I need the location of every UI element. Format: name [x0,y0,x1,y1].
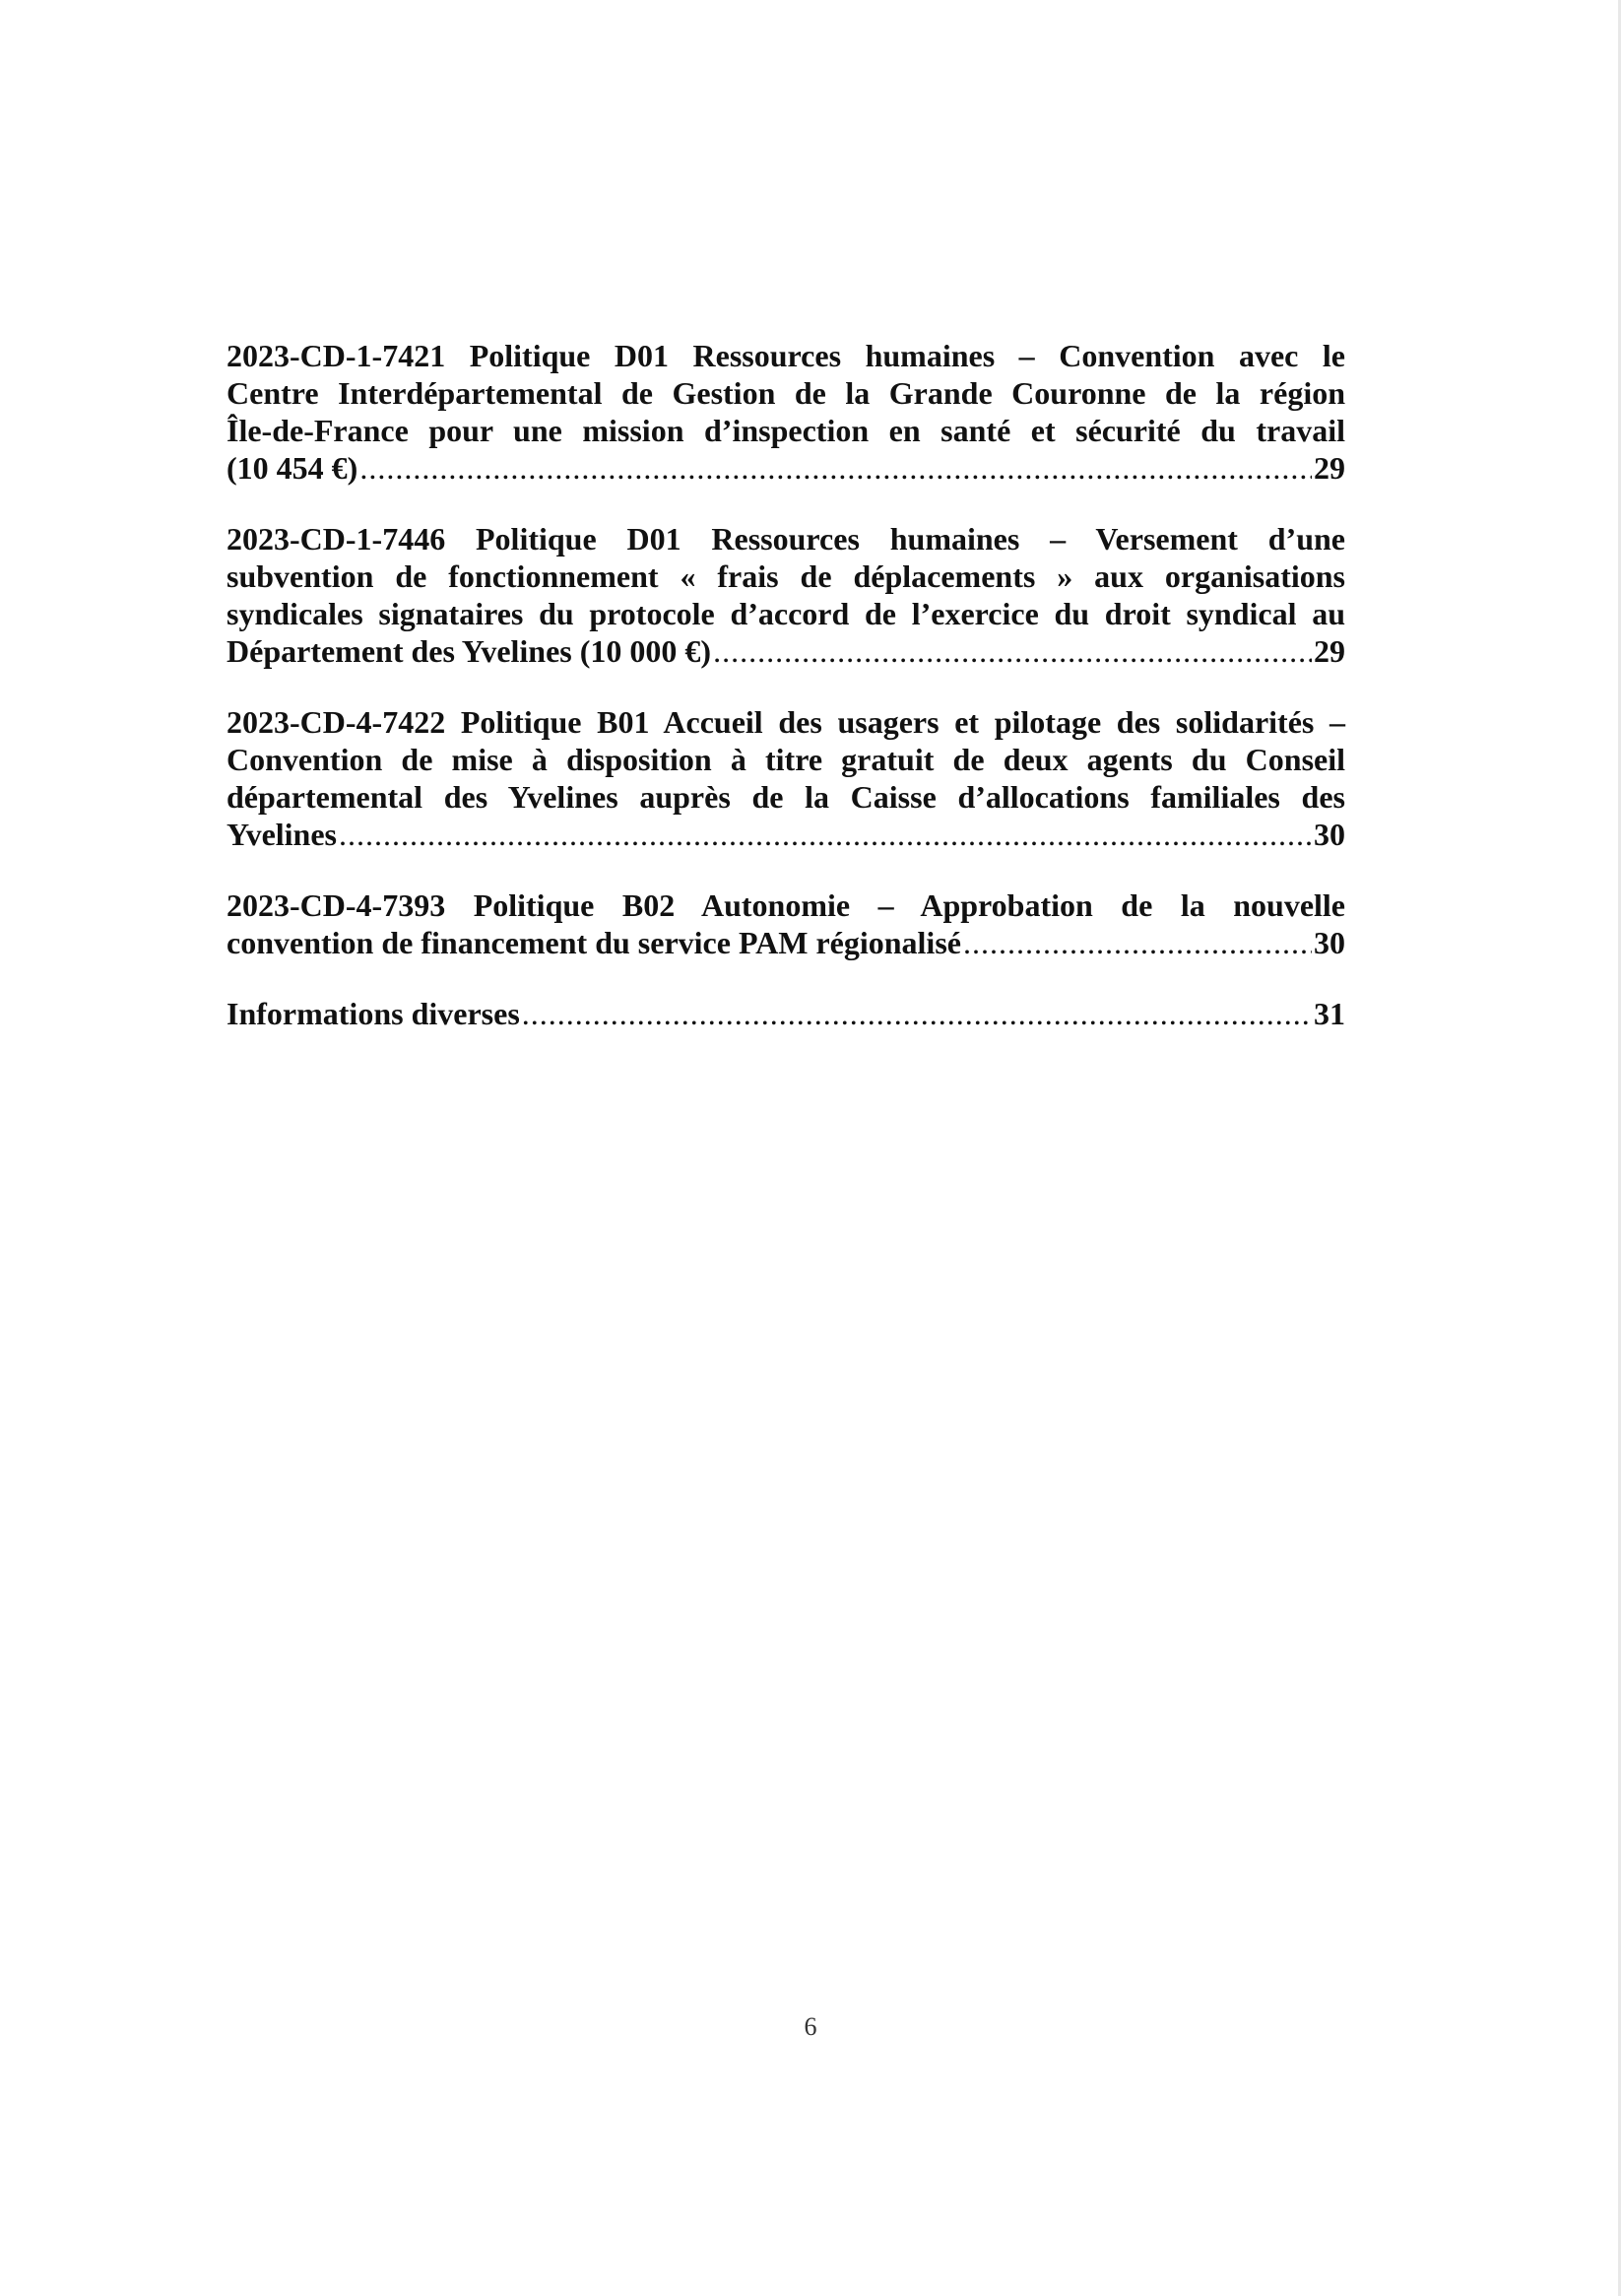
toc-entry-line: 2023-CD-4-7393 Politique B02 Autonomie – Approbation de la nouvelle [227,887,1345,923]
toc-entry-line: Yvelines [227,817,337,852]
toc-entry [227,886,1345,961]
toc-entry [227,995,1345,1032]
toc-entry-line: 2023-CD-4-7422 Politique B01 Accueil des usagers et pilotage des solidarités – [227,704,1345,740]
dot-leader [339,816,1312,853]
toc-entry-line: Informations diverses [227,996,520,1031]
toc-entry-line: subvention de fonctionnement « frais de déplacements » aux organisations [227,558,1345,594]
dot-leader [963,924,1312,961]
toc-entry-line: Île-de-France pour une mission d’inspection en santé et sécurité du travail [227,413,1345,448]
toc-entry-line: départemental des Yvelines auprès de la Caisse d’allocations familiales des [227,779,1345,815]
toc-page-number: 31 [1314,996,1345,1031]
toc-entry [227,703,1345,853]
toc-entry-line: 2023-CD-1-7421 Politique D01 Ressources humaines – Convention avec le [227,338,1345,373]
toc-entry-last-line [227,995,1345,1032]
page-number: 6 [804,2012,817,2041]
toc-page-number: 29 [1314,450,1345,486]
toc-entry-last-line [227,924,1345,961]
toc-entry-line: Département des Yvelines (10 000 €) [227,633,712,669]
toc-page-number: 30 [1314,817,1345,852]
toc-entry-line: convention de financement du service PAM régionalisé [227,925,961,960]
table-of-contents [227,337,1345,1066]
toc-entry-line: Centre Interdépartemental de Gestion de la Grande Couronne de la région [227,375,1345,411]
toc-entry-last-line [227,816,1345,853]
toc-entry-line: (10 454 €) [227,450,358,486]
dot-leader [359,449,1312,487]
dot-leader [522,995,1312,1032]
toc-entry-last-line [227,632,1345,670]
toc-entry [227,337,1345,487]
dot-leader [713,632,1312,670]
toc-entry [227,520,1345,670]
toc-entry-line: Convention de mise à disposition à titre gratuit de deux agents du Conseil [227,742,1345,777]
toc-entry-line: syndicales signataires du protocole d’accord de l’exercice du droit syndical au [227,596,1345,631]
toc-page-number: 29 [1314,633,1345,669]
toc-entry-last-line [227,449,1345,487]
toc-page-number: 30 [1314,925,1345,960]
toc-entry-line: 2023-CD-1-7446 Politique D01 Ressources humaines – Versement d’une [227,521,1345,557]
